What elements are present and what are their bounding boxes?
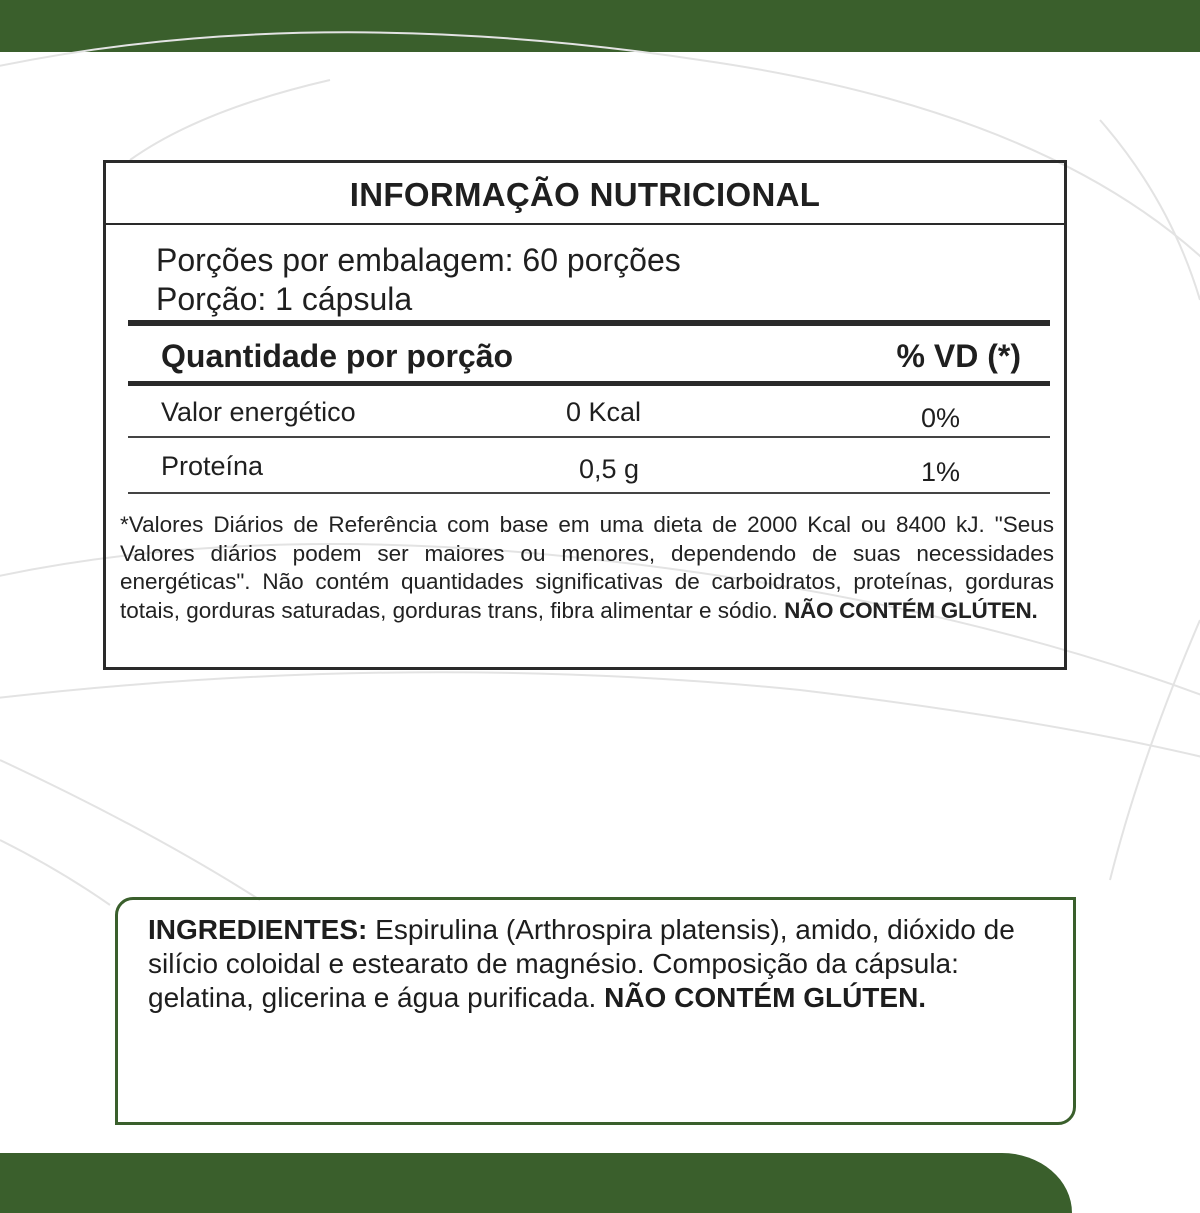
bottom-brand-bar [0, 1153, 1072, 1213]
decor-curve-8 [0, 840, 110, 905]
portions-info [106, 225, 1064, 319]
ingredients-content [148, 913, 1048, 1015]
row-protein-amount: 0,5 g [579, 454, 640, 484]
gluten-free-note: NÃO CONTÉM GLÚTEN. [784, 597, 1038, 623]
row-energy-dv: 0% [921, 403, 961, 433]
divider-thick-bottom [128, 381, 1050, 386]
ingredients-text: Espirulina (Arthrospira platensis), amido, dióxido de silício coloidal e estearato de magnésio. Composição da cápsula: gelatina, glicerina e água purificada. [148, 914, 1015, 1013]
servings-per-package: Porções por embalagem: 60 porções [156, 242, 681, 278]
row-protein-name: Proteína [161, 451, 264, 481]
serving-size: Porção: 1 cápsula [156, 281, 413, 317]
ingredients-label: INGREDIENTES: [148, 914, 368, 945]
quantity-per-serving-header: Quantidade por porção [161, 338, 514, 374]
quantity-header-row [161, 338, 1021, 375]
footnote [120, 511, 1054, 625]
decor-curve-5 [1110, 620, 1200, 880]
decor-curve-7 [1100, 120, 1200, 300]
nutrition-facts-table [103, 160, 1067, 670]
ingredients-gluten-note: NÃO CONTÉM GLÚTEN. [604, 982, 927, 1013]
decor-curve-6 [130, 80, 330, 160]
row-divider [128, 492, 1050, 494]
row-energy-name: Valor energético [161, 397, 356, 427]
row-divider [128, 436, 1050, 438]
ingredients-box [115, 897, 1076, 1125]
daily-value-header: % VD (*) [896, 338, 1021, 374]
row-protein-dv: 1% [921, 457, 961, 487]
decor-curve-4 [0, 760, 260, 900]
decor-curve-3 [0, 672, 1200, 760]
divider-thick-top [128, 320, 1050, 326]
nutrition-title: INFORMAÇÃO NUTRICIONAL [106, 163, 1064, 225]
row-energy-amount: 0 Kcal [566, 397, 642, 427]
footnote-text: *Valores Diários de Referência com base em uma dieta de 2000 Kcal ou 8400 kJ. "Seus Valores diários podem ser maiores ou menores, dependendo de suas necessidades energéticas". Não contém quantidades significativas de carboidratos, proteínas, gorduras totais, gorduras saturadas, gorduras trans, fibra alimentar e sódio. [120, 512, 1054, 623]
